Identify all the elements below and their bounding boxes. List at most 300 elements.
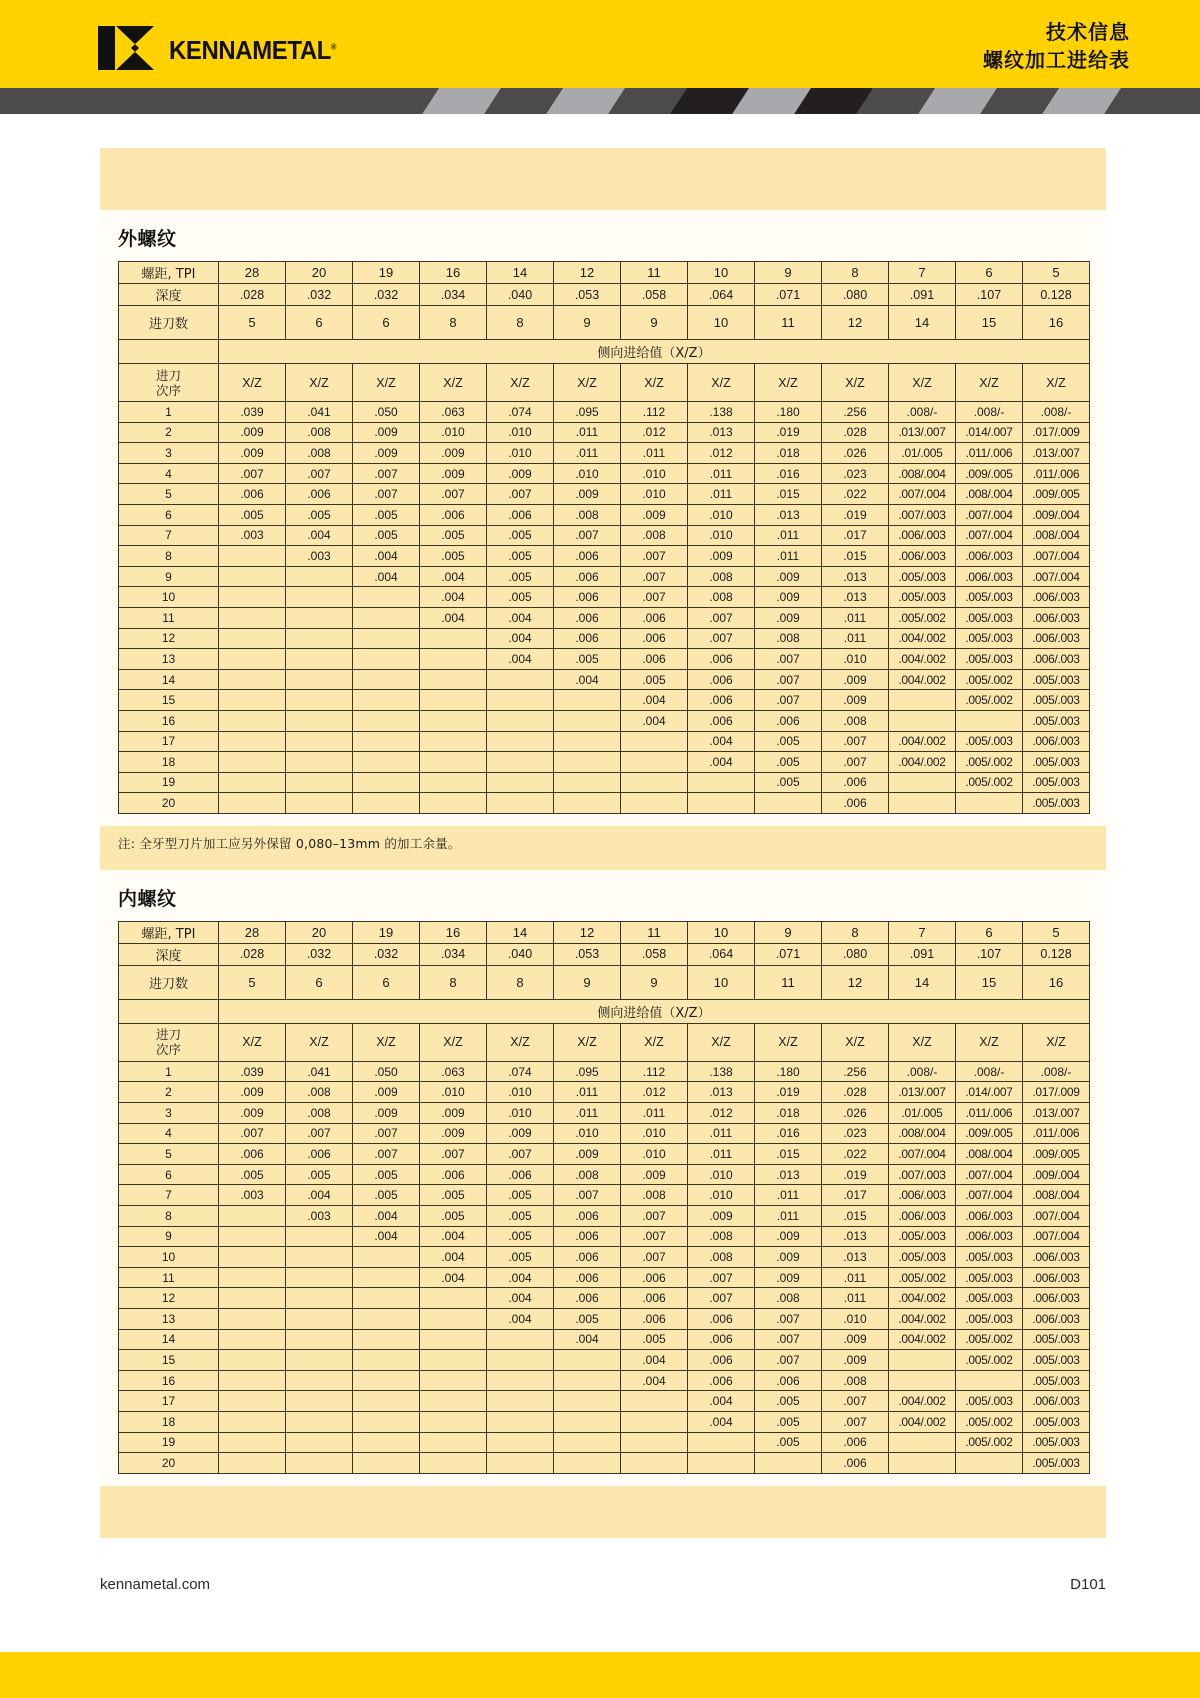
feed-value: .006 <box>688 690 755 711</box>
table-row <box>119 1350 1090 1371</box>
table-row <box>119 1411 1090 1432</box>
table-row <box>119 1391 1090 1412</box>
feed-value: .004 <box>621 690 688 711</box>
depth-value: .058 <box>621 284 688 306</box>
table-row <box>119 587 1090 608</box>
feed-value: .009 <box>353 443 420 464</box>
feed-value: .005/.002 <box>956 690 1023 711</box>
feed-value: .006 <box>621 1267 688 1288</box>
pass-number: 15 <box>119 690 219 711</box>
table-row <box>119 1185 1090 1206</box>
feed-value: .011 <box>554 443 621 464</box>
pass-number: 6 <box>119 504 219 525</box>
feed-value: .009/.005 <box>1023 484 1090 505</box>
feed-value: .004/.002 <box>889 731 956 752</box>
feed-value: .026 <box>822 443 889 464</box>
feed-value: .006/.003 <box>889 525 956 546</box>
pitch-value: 12 <box>554 921 621 943</box>
feed-value <box>487 793 554 814</box>
page-header <box>0 0 1200 88</box>
feed-value: .006 <box>822 1432 889 1453</box>
feed-value <box>353 793 420 814</box>
feed-value: .008 <box>286 422 353 443</box>
feed-value <box>219 731 286 752</box>
feed-value <box>420 1288 487 1309</box>
feed-value: .006 <box>219 484 286 505</box>
feed-value: .010 <box>822 1309 889 1330</box>
pass-number: 1 <box>119 1061 219 1082</box>
feed-value <box>219 566 286 587</box>
feed-value <box>554 731 621 752</box>
pitch-value: 14 <box>487 921 554 943</box>
feed-value: .004 <box>487 649 554 670</box>
table-row <box>119 1103 1090 1124</box>
depth-value: .058 <box>621 943 688 965</box>
passes-value: 15 <box>956 306 1023 340</box>
depth-value: .053 <box>554 943 621 965</box>
feed-value <box>353 587 420 608</box>
feed-value <box>219 1267 286 1288</box>
feed-value: .007/.004 <box>956 1164 1023 1185</box>
feed-value: .180 <box>755 1061 822 1082</box>
feed-value: .011 <box>822 607 889 628</box>
pass-order-line2: 次序 <box>155 1042 181 1058</box>
feed-value: .074 <box>487 402 554 423</box>
table-row-pitch <box>119 921 1090 943</box>
table-row-side-feed-band <box>119 340 1090 364</box>
feed-value: .138 <box>688 402 755 423</box>
feed-value: .007 <box>688 1267 755 1288</box>
feed-value: .009 <box>219 1103 286 1124</box>
depth-value: .064 <box>688 284 755 306</box>
feed-value: .011 <box>688 463 755 484</box>
feed-value <box>286 1267 353 1288</box>
feed-value: .007 <box>755 1329 822 1350</box>
feed-value: .011 <box>755 525 822 546</box>
feed-value: .005 <box>353 1185 420 1206</box>
feed-value: .009 <box>420 463 487 484</box>
row-label-depth: 深度 <box>119 943 219 965</box>
feed-value: .009/.004 <box>1023 1164 1090 1185</box>
feed-value: .014/.007 <box>956 1082 1023 1103</box>
feed-value <box>219 628 286 649</box>
feed-value: .006 <box>420 504 487 525</box>
bottom-brand-bar <box>0 1652 1200 1698</box>
feed-value: .013/.007 <box>1023 1103 1090 1124</box>
pass-order-line2: 次序 <box>155 382 181 398</box>
feed-value: .023 <box>822 1123 889 1144</box>
feed-value: .039 <box>219 1061 286 1082</box>
feed-value <box>487 752 554 773</box>
feed-value: .010 <box>688 1185 755 1206</box>
pitch-value: 11 <box>621 262 688 284</box>
section-external-thread <box>100 210 1106 826</box>
external-thread-note <box>118 834 461 852</box>
note-text: 全牙型刀片加工应另外保留 0,080–13mm 的加工余量。 <box>139 835 461 851</box>
feed-value: .005/.002 <box>956 1432 1023 1453</box>
depth-value: .091 <box>889 284 956 306</box>
depth-value: .032 <box>353 943 420 965</box>
feed-value: .095 <box>554 402 621 423</box>
feed-value <box>487 1329 554 1350</box>
feed-value: .005 <box>755 1411 822 1432</box>
passes-value: 5 <box>219 306 286 340</box>
feed-value <box>219 1247 286 1268</box>
feed-value: .005 <box>353 525 420 546</box>
feed-value <box>889 793 956 814</box>
pitch-value: 9 <box>755 921 822 943</box>
xz-header: X/Z <box>688 1023 755 1061</box>
pass-number: 14 <box>119 669 219 690</box>
feed-value: .007/.004 <box>956 525 1023 546</box>
table-row <box>119 690 1090 711</box>
pass-number: 16 <box>119 1370 219 1391</box>
feed-value: .004 <box>420 1226 487 1247</box>
feed-value: .011 <box>755 1206 822 1227</box>
feed-value: .009 <box>420 443 487 464</box>
feed-value: .009 <box>755 1226 822 1247</box>
feed-value: .006 <box>554 628 621 649</box>
feed-value: .011/.006 <box>956 443 1023 464</box>
feed-value: .007 <box>822 731 889 752</box>
feed-value <box>554 710 621 731</box>
feed-value: .013 <box>688 422 755 443</box>
feed-value <box>286 587 353 608</box>
feed-value: .006 <box>554 546 621 567</box>
feed-value: .006 <box>688 649 755 670</box>
feed-value <box>688 1432 755 1453</box>
feed-value <box>286 649 353 670</box>
table-row <box>119 1226 1090 1247</box>
pass-order-line1: 进刀 <box>155 1027 181 1043</box>
feed-value <box>353 1247 420 1268</box>
feed-value: .095 <box>554 1061 621 1082</box>
passes-value: 10 <box>688 306 755 340</box>
feed-value: .004/.002 <box>889 649 956 670</box>
xz-header: X/Z <box>1023 1023 1090 1061</box>
feed-value: .013/.007 <box>889 1082 956 1103</box>
depth-value: .080 <box>822 284 889 306</box>
feed-value: .009 <box>755 607 822 628</box>
internal-thread-feed-table <box>118 921 1090 1474</box>
feed-value: .006 <box>822 793 889 814</box>
feed-value <box>353 690 420 711</box>
depth-value: .071 <box>755 284 822 306</box>
feed-value <box>286 731 353 752</box>
feed-value: .004 <box>420 566 487 587</box>
feed-value: .003 <box>286 546 353 567</box>
pass-number: 10 <box>119 1247 219 1268</box>
table-row <box>119 628 1090 649</box>
feed-value: .005/.003 <box>1023 710 1090 731</box>
xz-header: X/Z <box>554 364 621 402</box>
feed-value: .005 <box>219 1164 286 1185</box>
feed-value: .009 <box>353 1082 420 1103</box>
feed-value: .007 <box>755 690 822 711</box>
pitch-value: 16 <box>420 262 487 284</box>
feed-value: .007 <box>554 1185 621 1206</box>
feed-value: .009 <box>755 1247 822 1268</box>
feed-value <box>621 1391 688 1412</box>
feed-value: .007 <box>688 628 755 649</box>
passes-value: 6 <box>286 965 353 999</box>
depth-value: .032 <box>286 943 353 965</box>
feed-value: .009 <box>688 546 755 567</box>
feed-value: .007 <box>621 566 688 587</box>
pitch-value: 5 <box>1023 921 1090 943</box>
feed-value: .005 <box>353 1164 420 1185</box>
feed-value: .007 <box>420 1144 487 1165</box>
feed-value: .007/.004 <box>956 504 1023 525</box>
passes-value: 8 <box>487 965 554 999</box>
feed-value: .011 <box>822 1267 889 1288</box>
feed-value: .005/.002 <box>956 669 1023 690</box>
feed-value <box>353 1309 420 1330</box>
pass-number: 8 <box>119 1206 219 1227</box>
feed-value: .011 <box>688 484 755 505</box>
feed-value: .041 <box>286 402 353 423</box>
feed-value: .009 <box>755 1267 822 1288</box>
feed-value: .007 <box>353 463 420 484</box>
feed-value: .010 <box>554 463 621 484</box>
feed-value: .005 <box>420 1185 487 1206</box>
pass-number: 4 <box>119 1123 219 1144</box>
feed-value: .008/- <box>1023 402 1090 423</box>
feed-value: .006/.003 <box>956 566 1023 587</box>
xz-header: X/Z <box>554 1023 621 1061</box>
feed-value: .005 <box>554 649 621 670</box>
feed-value: .009 <box>621 1164 688 1185</box>
table-row <box>119 731 1090 752</box>
feed-value: .007/.004 <box>889 1144 956 1165</box>
feed-value: .008/.004 <box>1023 525 1090 546</box>
feed-value: .006 <box>621 607 688 628</box>
feed-value: .004 <box>353 546 420 567</box>
feed-value <box>353 752 420 773</box>
feed-value: .004 <box>688 1391 755 1412</box>
feed-value: .013 <box>822 587 889 608</box>
passes-value: 6 <box>353 965 420 999</box>
feed-value: .006 <box>286 1144 353 1165</box>
feed-value: .022 <box>822 1144 889 1165</box>
feed-value: .007/.004 <box>1023 546 1090 567</box>
feed-value: .004/.002 <box>889 1411 956 1432</box>
feed-value <box>621 1453 688 1474</box>
feed-value: .006 <box>554 1226 621 1247</box>
feed-value: .013 <box>822 1226 889 1247</box>
feed-value <box>621 772 688 793</box>
table-row <box>119 1288 1090 1309</box>
depth-value: .071 <box>755 943 822 965</box>
feed-value: .005 <box>755 752 822 773</box>
feed-value: .015 <box>822 1206 889 1227</box>
feed-value <box>621 793 688 814</box>
xz-header: X/Z <box>688 364 755 402</box>
feed-value: .010 <box>621 1144 688 1165</box>
pitch-value: 9 <box>755 262 822 284</box>
feed-value: .009/.005 <box>956 1123 1023 1144</box>
table-row <box>119 607 1090 628</box>
feed-value: .011 <box>688 1123 755 1144</box>
feed-value: .011 <box>688 1144 755 1165</box>
feed-value: .005 <box>286 1164 353 1185</box>
feed-value: .011/.006 <box>956 1103 1023 1124</box>
table-row-depth <box>119 284 1090 306</box>
xz-header: X/Z <box>487 1023 554 1061</box>
feed-value: .005/.002 <box>956 1350 1023 1371</box>
pass-order-line1: 进刀 <box>155 367 181 383</box>
table-row <box>119 546 1090 567</box>
feed-value: .009 <box>822 1350 889 1371</box>
feed-value <box>286 1247 353 1268</box>
feed-value: .005 <box>487 1226 554 1247</box>
feed-value: .013 <box>688 1082 755 1103</box>
feed-value: .007 <box>822 1391 889 1412</box>
feed-value: .006/.003 <box>889 1206 956 1227</box>
feed-value <box>420 649 487 670</box>
depth-value: .040 <box>487 284 554 306</box>
feed-value: .005/.003 <box>1023 1453 1090 1474</box>
feed-value: .011/.006 <box>1023 1123 1090 1144</box>
feed-value: .006/.003 <box>956 1226 1023 1247</box>
external-thread-feed-table <box>118 261 1090 814</box>
feed-value: .006 <box>688 1370 755 1391</box>
feed-value <box>219 1350 286 1371</box>
feed-value: .013 <box>755 1164 822 1185</box>
feed-value <box>353 1267 420 1288</box>
feed-value <box>420 1370 487 1391</box>
feed-value: .005 <box>487 1185 554 1206</box>
feed-value: .009 <box>621 504 688 525</box>
feed-value: .112 <box>621 1061 688 1082</box>
feed-value: .005/.003 <box>956 649 1023 670</box>
xz-header: X/Z <box>889 364 956 402</box>
feed-value: .004 <box>487 607 554 628</box>
feed-value: .008 <box>688 587 755 608</box>
feed-value: .005 <box>487 546 554 567</box>
feed-value: .005 <box>755 731 822 752</box>
pass-number: 13 <box>119 1309 219 1330</box>
feed-value: .112 <box>621 402 688 423</box>
passes-value: 5 <box>219 965 286 999</box>
feed-value: .005/.003 <box>1023 690 1090 711</box>
table-row <box>119 1206 1090 1227</box>
xz-header: X/Z <box>956 1023 1023 1061</box>
xz-header: X/Z <box>420 364 487 402</box>
feed-value: .005/.003 <box>1023 1370 1090 1391</box>
feed-value: .004 <box>688 731 755 752</box>
feed-value <box>554 1370 621 1391</box>
feed-value: .013 <box>822 1247 889 1268</box>
xz-header: X/Z <box>353 1023 420 1061</box>
feed-value: .008 <box>688 1247 755 1268</box>
table-row <box>119 772 1090 793</box>
pass-number: 5 <box>119 1144 219 1165</box>
pass-number: 5 <box>119 484 219 505</box>
footer-website[interactable]: kennametal.com <box>100 1576 211 1593</box>
passes-value: 15 <box>956 965 1023 999</box>
feed-value: .006 <box>688 1350 755 1371</box>
feed-value <box>420 710 487 731</box>
table-row <box>119 1432 1090 1453</box>
feed-value: .008/- <box>1023 1061 1090 1082</box>
feed-value: .005 <box>621 669 688 690</box>
depth-value: .032 <box>353 284 420 306</box>
pitch-value: 16 <box>420 921 487 943</box>
feed-value <box>286 1391 353 1412</box>
feed-value: .063 <box>420 402 487 423</box>
feed-value <box>286 607 353 628</box>
feed-value: .017 <box>822 1185 889 1206</box>
page-footer <box>0 1566 1200 1612</box>
feed-value <box>621 752 688 773</box>
xz-header: X/Z <box>755 1023 822 1061</box>
feed-value <box>621 731 688 752</box>
table-row <box>119 566 1090 587</box>
feed-value: .006 <box>554 1247 621 1268</box>
feed-value: .015 <box>822 546 889 567</box>
pitch-value: 5 <box>1023 262 1090 284</box>
feed-value: .005/.003 <box>956 1391 1023 1412</box>
feed-value: .007/.004 <box>889 484 956 505</box>
feed-value: .004 <box>621 1350 688 1371</box>
feed-value <box>353 607 420 628</box>
feed-value <box>688 1453 755 1474</box>
feed-value <box>487 1432 554 1453</box>
feed-value: .006/.003 <box>1023 1309 1090 1330</box>
feed-value: .005 <box>487 587 554 608</box>
feed-value <box>353 1411 420 1432</box>
decorative-stripe-band <box>0 88 1200 114</box>
table-row-depth <box>119 943 1090 965</box>
feed-value: .004 <box>286 525 353 546</box>
feed-value <box>353 1288 420 1309</box>
feed-value: .016 <box>755 463 822 484</box>
feed-value: .005 <box>420 1206 487 1227</box>
xz-header: X/Z <box>956 364 1023 402</box>
feed-value: .006 <box>688 1329 755 1350</box>
feed-value: .006 <box>755 710 822 731</box>
feed-value: .017 <box>822 525 889 546</box>
feed-value <box>420 752 487 773</box>
table-row <box>119 669 1090 690</box>
feed-value: .009/.005 <box>956 463 1023 484</box>
feed-value: .005/.003 <box>956 1267 1023 1288</box>
feed-value: .004 <box>487 1267 554 1288</box>
feed-value: .005 <box>755 1432 822 1453</box>
feed-value: .005 <box>420 546 487 567</box>
passes-value: 14 <box>889 306 956 340</box>
feed-value <box>420 628 487 649</box>
pass-number: 11 <box>119 1267 219 1288</box>
feed-value <box>621 1432 688 1453</box>
feed-value: .008 <box>554 1164 621 1185</box>
feed-value: .007/.004 <box>1023 1206 1090 1227</box>
pitch-value: 7 <box>889 262 956 284</box>
feed-value: .014/.007 <box>956 422 1023 443</box>
depth-value: .034 <box>420 284 487 306</box>
feed-value: .008 <box>755 1288 822 1309</box>
feed-value: .017/.009 <box>1023 422 1090 443</box>
feed-value: .007 <box>755 1309 822 1330</box>
feed-value: .005/.003 <box>956 1247 1023 1268</box>
pitch-value: 10 <box>688 921 755 943</box>
feed-value: .005/.003 <box>1023 752 1090 773</box>
feed-value: .009 <box>755 566 822 587</box>
feed-value <box>219 1329 286 1350</box>
feed-value: .004/.002 <box>889 1391 956 1412</box>
passes-value: 11 <box>755 306 822 340</box>
